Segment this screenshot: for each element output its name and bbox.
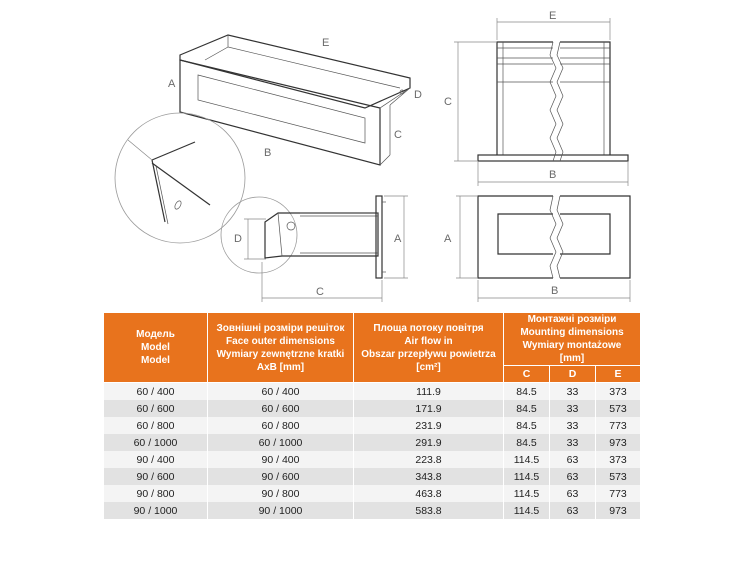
top-label-e: E (549, 10, 557, 22)
table-row (104, 502, 641, 519)
table-row (104, 451, 641, 468)
table-row (104, 417, 641, 434)
cell-c: 84.5 (504, 417, 550, 434)
header-model: Модель Model Model (104, 313, 208, 383)
cell-flow: 231.9 (354, 417, 504, 434)
header-c: C (504, 366, 550, 383)
iso-label-e: E (322, 37, 330, 49)
cell-d: 63 (550, 468, 596, 485)
cell-model: 90 / 400 (104, 451, 208, 468)
table-row (104, 434, 641, 451)
cell-face: 60 / 600 (208, 400, 354, 417)
cell-e: 773 (596, 485, 641, 502)
front-view (444, 196, 630, 302)
header-face-dimensions: Зовнішні розміри решіток Face outer dimensions Wymiary zewnętrzne kratki AxB [mm] (208, 313, 354, 383)
cell-flow: 171.9 (354, 400, 504, 417)
detail-circle (115, 113, 245, 243)
cell-face: 90 / 400 (208, 451, 354, 468)
cell-d: 63 (550, 451, 596, 468)
iso-label-a: A (168, 78, 176, 90)
cell-c: 84.5 (504, 434, 550, 451)
table-row (104, 383, 641, 401)
iso-label-b: B (264, 147, 272, 159)
header-d: D (550, 366, 596, 383)
table-row (104, 485, 641, 502)
front-label-b: B (551, 285, 559, 297)
cell-c: 84.5 (504, 383, 550, 401)
top-label-b: B (549, 169, 557, 181)
cell-e: 973 (596, 434, 641, 451)
iso-label-d: D (414, 89, 422, 101)
side-label-c: C (316, 286, 324, 298)
cell-model: 60 / 800 (104, 417, 208, 434)
cell-model: 60 / 400 (104, 383, 208, 401)
cell-flow: 111.9 (354, 383, 504, 401)
cell-e: 373 (596, 383, 641, 401)
cell-d: 33 (550, 417, 596, 434)
iso-label-c: C (394, 129, 402, 141)
cell-c: 114.5 (504, 451, 550, 468)
cell-d: 33 (550, 400, 596, 417)
header-e: E (596, 366, 641, 383)
cell-flow: 343.8 (354, 468, 504, 485)
table-row (104, 400, 641, 417)
side-label-a: A (394, 233, 402, 245)
side-view (234, 196, 408, 302)
cell-face: 90 / 800 (208, 485, 354, 502)
cell-face: 60 / 1000 (208, 434, 354, 451)
cell-model: 90 / 1000 (104, 502, 208, 519)
top-view (444, 10, 628, 186)
cell-flow: 463.8 (354, 485, 504, 502)
top-label-c: C (444, 96, 452, 108)
cell-model: 60 / 1000 (104, 434, 208, 451)
cell-e: 973 (596, 502, 641, 519)
isometric-view (168, 35, 422, 165)
cell-e: 773 (596, 417, 641, 434)
side-detail-circle (221, 197, 297, 273)
cell-c: 114.5 (504, 502, 550, 519)
cell-d: 63 (550, 502, 596, 519)
cell-d: 33 (550, 434, 596, 451)
cell-model: 90 / 800 (104, 485, 208, 502)
specifications-table (103, 312, 641, 519)
cell-face: 60 / 400 (208, 383, 354, 401)
side-label-d: D (234, 233, 242, 245)
cell-flow: 583.8 (354, 502, 504, 519)
cell-model: 90 / 600 (104, 468, 208, 485)
table-row (104, 468, 641, 485)
header-air-flow: Площа потоку повітря Air flow in Obszar przepływu powietrza [cm²] (354, 313, 504, 383)
cell-model: 60 / 600 (104, 400, 208, 417)
cell-face: 60 / 800 (208, 417, 354, 434)
cell-face: 90 / 600 (208, 468, 354, 485)
cell-d: 63 (550, 485, 596, 502)
cell-e: 573 (596, 468, 641, 485)
cell-flow: 223.8 (354, 451, 504, 468)
header-mounting-dimensions: Монтажні розміри Mounting dimensions Wymiary montażowe [mm] (504, 313, 641, 366)
cell-c: 114.5 (504, 468, 550, 485)
cell-flow: 291.9 (354, 434, 504, 451)
cell-c: 84.5 (504, 400, 550, 417)
front-label-a: A (444, 233, 452, 245)
cell-e: 573 (596, 400, 641, 417)
cell-e: 373 (596, 451, 641, 468)
cell-c: 114.5 (504, 485, 550, 502)
cell-face: 90 / 1000 (208, 502, 354, 519)
cell-d: 33 (550, 383, 596, 401)
